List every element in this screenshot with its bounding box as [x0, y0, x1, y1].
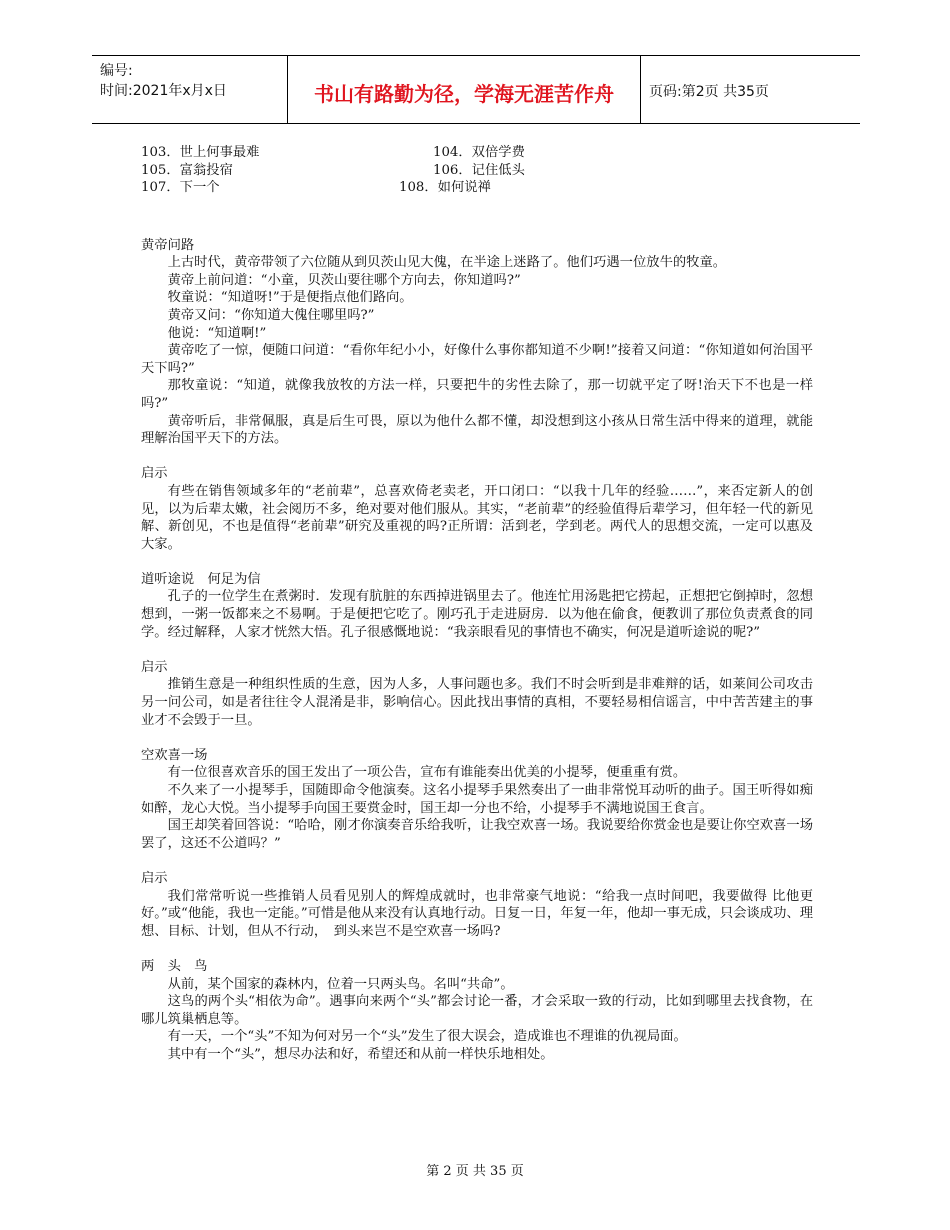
- header-meta: [92, 56, 287, 123]
- paragraph: 那牧童说：“知道，就像我放牧的方法一样，只要把牛的劣性去除了，那一切就平定了呀!治天下不也是一样吗?”: [141, 378, 813, 411]
- section-title: 空欢喜一场: [141, 747, 208, 763]
- paragraph: 他说：“知道啊!”: [167, 325, 267, 341]
- code-label: 编号:: [100, 63, 133, 79]
- toc-item: 107．下一个: [141, 180, 220, 196]
- paragraph: 黄帝上前问道：“小童，贝茨山要往哪个方向去，你知道吗?”: [167, 272, 521, 288]
- paragraph: 黄帝又问：“你知道大傀住哪里吗?”: [167, 307, 375, 323]
- section-title: 道听途说 何足为信: [141, 571, 261, 587]
- toc-item: 103．世上何事最难: [141, 145, 260, 160]
- section: [141, 747, 813, 853]
- toc-item: 108．如何说禅: [399, 180, 491, 196]
- section: [141, 237, 813, 448]
- toc-list: [141, 144, 813, 197]
- paragraph: 牧童说：“知道呀!”于是便指点他们路向。: [167, 290, 413, 306]
- paragraph: 有些在销售领域多年的“老前辈”，总喜欢倚老卖老，开口闭口：“以我十几年的经验……”，来否定新人的创见，以为后辈太嫩，社会阅历不多，绝对要对他们服从。其实，“老前辈”的经验值得后辈学习，但年轻一代的新见解、新创见，不也是值得“老前辈”研究及重视的吗?正所谓：活到老，学到老。两代人的思想交流，一定可以惠及大家。: [141, 483, 813, 552]
- paragraph: 有一天，一个“头”不知为何对另一个“头”发生了很大误会，造成谁也不理谁的仇视局面。: [167, 1029, 687, 1045]
- section: [141, 870, 813, 940]
- paragraph: 国王却笑着回答说：“哈哈，刚才你演奏音乐给我听，让我空欢喜一场。我说要给你赏金也是要让你空欢喜一场罢了，这还不公道吗？”: [141, 818, 813, 851]
- toc-item: 106．记住低头: [433, 162, 525, 178]
- paragraph: 推销生意是一种组织性质的生意，因为人多，人事问题也多。我们不时会听到是非难辩的话，如莱间公司攻击另一问公司，如是者往往令人混淆是非，影响信心。因此找出事情的真相，不要轻易相信谣言，中中苦苦建主的事业才不会毁于一旦。: [141, 677, 813, 728]
- section: [141, 571, 813, 641]
- motto: 书山有路勤为径，学海无涯苦作舟: [314, 82, 614, 106]
- document-body: [141, 144, 813, 1064]
- section-title: 黄帝问路: [141, 237, 195, 253]
- paragraph: 上古时代，黄帝带领了六位随从到贝茨山见大傀，在半途上迷路了。他们巧遇一位放牛的牧童。: [167, 255, 727, 271]
- section: [141, 958, 813, 1064]
- paragraph: 不久来了一小提琴手，国随即命令他演奏。这名小提琴手果然奏出了一曲非常悦耳动听的曲子。国王听得如痴如醉，龙心大悦。当小提琴手向国王要赏金时，国王却一分也不给，小提琴手不满地说国王食言。: [141, 783, 813, 816]
- page-info: 页码:第2页 共35页: [649, 84, 769, 100]
- paragraph: 黄帝吃了一惊，便随口问道：“看你年纪小小，好像什么事你都知道不少啊!”接着又问道：“你知道如何治国平天下吗?”: [141, 343, 813, 376]
- paragraph: 有一位很喜欢音乐的国王发出了一项公告，宣布有谁能奏出优美的小提琴，便重重有赏。: [167, 765, 687, 781]
- section-title: 启示: [141, 659, 168, 675]
- paragraph: 黄帝听后，非常佩服，真是后生可畏，原以为他什么都不懂，却没想到这小孩从日常生活中得来的道理，就能理解治国平天下的方法。: [141, 413, 813, 447]
- section: [141, 659, 813, 729]
- section-title: 启示: [141, 870, 168, 886]
- toc-item: 104．双倍学费: [433, 145, 525, 160]
- paragraph: 从前，某个国家的森林内，位着一只两头鸟。名叫“共命”。: [167, 976, 514, 992]
- section: [141, 465, 813, 553]
- page-footer: 第 2 页 共 35 页: [426, 1164, 524, 1179]
- page-header: [92, 55, 860, 124]
- section-title: 启示: [141, 466, 168, 482]
- paragraph: 这鸟的两个头“相依为命”。遇事向来两个“头”都会讨论一番，才会采取一致的行动，比如到哪里去找食物，在哪儿筑巢栖息等。: [141, 994, 813, 1027]
- time-label: 时间:2021年x月x日: [100, 83, 227, 99]
- header-page-cell: [639, 56, 860, 123]
- section-title: 两 头 鸟: [141, 958, 208, 974]
- toc-item: 105．富翁投宿: [141, 162, 233, 178]
- paragraph: 我们常常听说一些推销人员看见别人的辉煌成就时，也非常豪气地说：“给我一点时间吧，我要做得 比他更好。”或“他能，我也一定能。”可惜是他从来没有认真地行动。日复一日，年复一年，他却一事无成，只会谈成功、理想、目标、计划，但从不行动， 到头来岂不是空欢喜一场吗?: [141, 888, 813, 939]
- paragraph: 其中有一个“头”，想尽办法和好，希望还和从前一样快乐地相处。: [167, 1046, 554, 1062]
- paragraph: 孔子的一位学生在煮粥时．发现有肮脏的东西掉进锅里去了。他连忙用汤匙把它捞起，正想把它倒掉时，忽想想到，一粥一饭都来之不易啊。于是便把它吃了。刚巧孔于走进厨房．以为他在偷食，便教训了那位负责煮食的同学。经过解释，人家才恍然大悟。孔子很感慨地说：“我亲眼看见的事情也不确实，何况是道听途说的呢?”: [141, 589, 813, 640]
- header-motto-cell: [287, 56, 641, 123]
